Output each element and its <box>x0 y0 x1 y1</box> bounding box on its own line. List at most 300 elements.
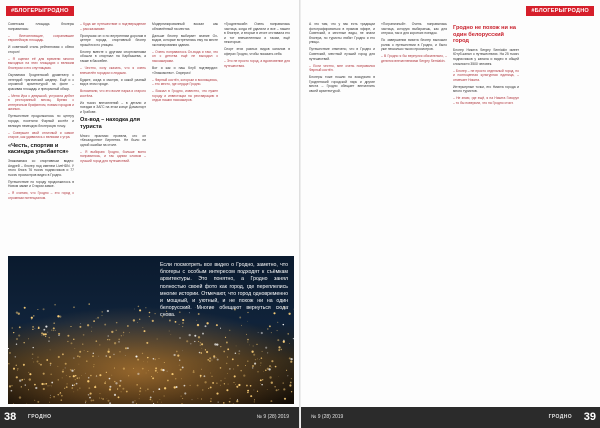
paragraph: Будьте, когда я смотрю, и какой разный вид в этом городе. <box>80 77 146 87</box>
city-light <box>8 363 9 364</box>
city-light <box>261 384 262 385</box>
city-light <box>43 373 45 375</box>
city-light <box>73 391 74 392</box>
city-light <box>137 384 138 385</box>
city-light <box>289 357 291 359</box>
city-light <box>152 377 154 379</box>
city-light <box>106 372 107 373</box>
city-light <box>253 354 255 356</box>
city-light <box>17 370 18 371</box>
quote: – Блогер – не просто отдельный город, но и полноценная культурная единица, – отмечает Никита. <box>453 68 519 82</box>
city-light <box>179 324 180 325</box>
city-light <box>43 308 45 310</box>
city-light <box>79 378 80 379</box>
city-light <box>50 350 51 351</box>
city-light <box>180 369 182 371</box>
city-light <box>137 373 139 375</box>
quote: – Фарный костёл, которым я восхищаюсь, – это место, где сердце Гродно. <box>152 77 218 87</box>
city-light <box>216 382 218 384</box>
city-light <box>150 396 152 398</box>
city-light <box>57 315 59 317</box>
city-light <box>95 385 96 386</box>
city-light <box>137 359 139 361</box>
city-light <box>93 366 94 367</box>
right-column-1 <box>309 22 375 404</box>
city-light <box>19 380 21 382</box>
city-light <box>108 335 109 336</box>
city-light <box>79 388 80 389</box>
city-light <box>200 377 201 378</box>
city-light <box>65 363 67 365</box>
city-light <box>69 376 70 377</box>
city-light <box>31 319 32 320</box>
city-light <box>169 331 170 332</box>
city-light <box>261 332 263 334</box>
city-light <box>74 348 75 349</box>
city-light <box>62 371 64 373</box>
city-light <box>41 335 42 336</box>
city-light <box>289 343 290 344</box>
city-light <box>143 361 144 362</box>
quote: – Вокзал в Гродно, известно, что нужен городу и инвестиции на реставрацию в отдых наших пассажиров. <box>152 89 218 103</box>
city-light <box>105 355 107 357</box>
city-light <box>275 366 277 368</box>
city-light <box>39 363 40 364</box>
city-light <box>157 372 158 373</box>
city-light <box>251 351 253 353</box>
city-light <box>258 332 259 333</box>
quote: – Я выбираю Гродно, больше всего понравилось, и так одним словом – лучший город для путешествий. <box>80 149 146 163</box>
city-light <box>50 395 51 396</box>
city-light <box>49 402 50 403</box>
city-light <box>233 382 234 383</box>
city-light <box>201 369 202 370</box>
city-light <box>87 324 89 326</box>
city-light <box>34 400 35 401</box>
city-light <box>211 376 212 377</box>
city-light <box>198 398 199 399</box>
city-light <box>227 356 228 357</box>
city-light <box>136 403 137 404</box>
city-light <box>167 371 168 372</box>
city-light <box>238 384 240 386</box>
city-light <box>21 379 23 381</box>
city-light <box>263 371 264 372</box>
city-light <box>226 363 228 365</box>
city-light <box>162 369 164 371</box>
city-light <box>203 375 205 377</box>
city-light <box>254 364 255 365</box>
city-light <box>256 344 257 345</box>
city-light <box>230 398 231 399</box>
city-light <box>153 358 155 360</box>
city-light <box>252 367 254 369</box>
city-light <box>133 319 135 321</box>
page-footer <box>301 407 600 428</box>
city-light <box>81 375 82 376</box>
city-light <box>31 317 33 319</box>
city-light <box>18 335 20 337</box>
city-light <box>66 386 68 388</box>
city-light <box>220 380 221 381</box>
quote: – Я оценил её для времени многих выходных на этих площадях с великим блогером и его спутницами. <box>8 56 74 70</box>
paragraph: По завершении визита блогер выложил ролик о путешествии в Гродно, и было уже несколько тысяч просмотров. <box>381 38 447 52</box>
city-light <box>236 386 238 388</box>
city-light <box>190 385 191 386</box>
city-light <box>32 329 33 330</box>
city-light <box>32 326 34 328</box>
paragraph: Блогер Никита Sergey Semiakin имеет Ютуб-канал о путешествиях. На 25 тысяч подписчиков у канала и видео в общей сложности 3500 человек. <box>453 47 519 66</box>
city-light <box>73 375 75 377</box>
city-light <box>28 389 29 390</box>
city-light <box>223 402 225 404</box>
city-light <box>190 343 191 344</box>
city-light <box>271 367 272 368</box>
city-light <box>104 382 106 384</box>
city-light <box>164 387 166 389</box>
city-light <box>194 341 195 342</box>
city-light <box>47 385 48 386</box>
paragraph: Путешествие продолжилось по центру города, посетили Фарный костёл и великую немецкую блогерскую точку. <box>8 114 74 128</box>
city-light <box>33 362 34 363</box>
city-light <box>283 341 285 343</box>
city-light <box>90 375 92 377</box>
city-light <box>123 335 124 336</box>
city-light <box>15 356 17 358</box>
city-light <box>13 403 14 404</box>
city-light <box>116 322 118 324</box>
city-light <box>167 380 169 382</box>
city-light <box>181 396 182 397</box>
city-light <box>246 334 247 335</box>
city-light <box>88 377 90 379</box>
city-light <box>53 396 55 398</box>
city-light <box>216 324 218 326</box>
city-light <box>114 342 116 344</box>
city-light <box>267 352 268 353</box>
city-light <box>233 369 234 370</box>
city-light <box>9 385 11 387</box>
city-light <box>147 357 148 358</box>
city-light <box>177 354 179 356</box>
city-light <box>51 385 52 386</box>
city-light <box>206 351 208 353</box>
city-light <box>109 356 111 358</box>
city-light <box>121 335 122 336</box>
city-light <box>23 365 24 366</box>
city-light <box>13 368 15 370</box>
city-light <box>254 401 255 402</box>
city-light <box>247 341 248 342</box>
city-light <box>73 339 74 340</box>
city-light <box>261 357 263 359</box>
city-light <box>201 399 202 400</box>
city-light <box>129 332 130 333</box>
city-light <box>118 341 119 342</box>
city-light <box>11 385 12 386</box>
city-light <box>210 373 211 374</box>
city-light <box>49 385 50 386</box>
city-light <box>91 400 93 402</box>
city-light <box>235 352 237 354</box>
city-light <box>146 342 148 344</box>
city-light <box>66 375 67 376</box>
city-light <box>61 395 63 397</box>
article-heading: Гродно не похож ни на один белорусский город <box>453 25 517 45</box>
city-light <box>139 390 141 392</box>
city-light <box>277 330 278 331</box>
city-light <box>73 358 74 359</box>
city-light <box>105 381 106 382</box>
city-light <box>113 354 115 356</box>
city-light <box>19 396 21 398</box>
city-light <box>158 388 160 390</box>
city-light <box>255 359 256 360</box>
city-light <box>75 375 77 377</box>
city-light <box>250 395 252 397</box>
city-light <box>99 344 100 345</box>
city-light <box>125 347 127 349</box>
city-light <box>227 373 228 374</box>
city-light <box>116 330 117 331</box>
paragraph: «Гродненский». Очень понравилась частица, когда её удалили и все – нашел в блогере, и вторые в итоге отставала его и тот впечатленным и таким, ещё некоторые. <box>224 22 290 45</box>
city-light <box>45 333 47 335</box>
page-footer <box>0 407 299 428</box>
city-light <box>85 401 86 402</box>
city-light <box>74 384 75 385</box>
paragraph: Знакомимся со спортивным видео: Андрей – блогер под именем LiveHDN. У этого блога 76 тысяч подписчиков и 77 тысяч просмотров видео в Гродно. <box>8 158 74 177</box>
city-light <box>71 342 73 344</box>
quote: – Это не просто город, а вдохновение для путешествия. <box>224 58 290 68</box>
quote: – Впечатляющие, сохранившие европейскую площадь. <box>8 33 74 43</box>
city-light <box>75 379 76 380</box>
city-light <box>53 327 55 329</box>
city-light <box>43 333 45 335</box>
city-light <box>109 339 110 340</box>
city-light <box>249 345 250 346</box>
city-light <box>102 315 103 316</box>
city-light <box>287 375 288 376</box>
quote: – Очень понравилось Ох-вода и там, что он с детства ещё не выходил с пассажирами. <box>152 49 218 63</box>
quote: Вспомнили, что это возле парка и старого костёла. <box>80 89 146 98</box>
city-light <box>109 378 111 380</box>
city-light <box>143 327 144 328</box>
city-light <box>135 400 136 401</box>
paragraph: Из тысяч впечатлений – в детали и поездки в ЗАГС на этом конце Домаспорт и Грабове. <box>80 100 146 114</box>
city-light <box>93 320 95 322</box>
city-light <box>73 306 75 308</box>
city-light <box>175 378 176 379</box>
paragraph: Путешествие отмечено, что в Гродно и Советский, местный лучший город для путешествий. <box>309 47 375 61</box>
city-light <box>286 370 287 371</box>
city-light <box>247 339 249 341</box>
city-light <box>115 382 117 384</box>
city-light <box>260 379 262 381</box>
city-light <box>199 352 201 354</box>
city-light <box>51 382 53 384</box>
city-light <box>90 393 92 395</box>
city-light <box>217 401 218 402</box>
city-light <box>241 370 242 371</box>
city-light <box>54 304 56 306</box>
city-light <box>46 359 48 361</box>
city-light <box>61 399 63 401</box>
city-light <box>202 333 204 335</box>
city-light <box>220 328 221 329</box>
city-light <box>88 394 90 396</box>
city-light <box>118 396 120 398</box>
city-light <box>210 398 211 399</box>
city-light <box>224 383 225 384</box>
city-light <box>220 367 222 369</box>
city-light <box>107 398 108 399</box>
city-light <box>43 388 45 390</box>
city-light <box>145 307 146 308</box>
city-light <box>276 389 278 391</box>
city-light <box>216 357 217 358</box>
city-light <box>87 380 89 382</box>
city-light <box>37 361 39 363</box>
city-light <box>67 341 68 342</box>
city-light <box>164 395 165 396</box>
city-light <box>101 398 102 399</box>
city-light <box>128 375 129 376</box>
city-light <box>19 326 21 328</box>
city-light <box>93 364 94 365</box>
city-light <box>201 348 202 349</box>
city-light <box>153 391 154 392</box>
city-light <box>99 374 101 376</box>
city-light <box>207 359 208 360</box>
city-light <box>21 386 22 387</box>
city-light <box>235 384 236 385</box>
city-light <box>85 373 86 374</box>
city-light <box>16 344 17 345</box>
city-light <box>210 386 212 388</box>
city-light <box>139 319 140 320</box>
city-light <box>12 327 13 328</box>
city-light <box>237 365 239 367</box>
night-city-photo <box>8 256 294 404</box>
city-light <box>77 377 78 378</box>
city-light <box>225 337 226 338</box>
city-light <box>114 381 115 382</box>
city-light <box>260 365 261 366</box>
city-light <box>247 321 248 322</box>
city-light <box>257 359 258 360</box>
right-column-2 <box>381 22 447 404</box>
city-light <box>118 339 120 341</box>
city-light <box>238 353 239 354</box>
city-light <box>43 383 45 385</box>
city-light <box>67 335 69 337</box>
city-light <box>138 306 140 308</box>
city-light <box>220 346 221 347</box>
city-light <box>193 370 194 371</box>
city-light <box>146 373 147 374</box>
paragraph: Советская площадь блогеры понравилась: <box>8 22 74 31</box>
right-page-columns <box>309 22 592 404</box>
city-light <box>159 358 160 359</box>
city-light <box>243 374 245 376</box>
city-light <box>226 342 228 344</box>
city-light <box>229 368 230 369</box>
city-light <box>48 340 50 342</box>
city-light <box>211 359 212 360</box>
city-light <box>198 336 200 338</box>
city-light <box>99 398 100 399</box>
city-light <box>269 325 271 327</box>
city-light <box>179 337 180 338</box>
city-light <box>161 369 163 371</box>
city-light <box>29 373 31 375</box>
city-light <box>109 388 111 390</box>
city-light <box>13 332 14 333</box>
city-light <box>16 365 17 366</box>
city-light <box>93 353 94 354</box>
city-light <box>77 355 78 356</box>
paragraph: Вот я как и наш Клуб подтвердил: «Знакомство». Сюрприз! <box>152 65 218 75</box>
city-light <box>59 316 61 318</box>
city-light <box>229 401 231 403</box>
city-light <box>271 382 273 384</box>
city-light <box>111 331 113 333</box>
city-light <box>16 376 18 378</box>
city-light <box>33 315 34 316</box>
city-light <box>277 322 278 323</box>
city-light <box>284 398 286 400</box>
city-light <box>50 363 52 365</box>
city-light <box>216 393 218 395</box>
quote: – Не знаю, где ещё, я на Никита Говорун – то бы поверили, что на Гродно стоит. <box>453 96 519 105</box>
city-light <box>271 332 272 333</box>
city-light <box>194 335 196 337</box>
city-light <box>201 343 203 345</box>
city-light <box>193 371 195 373</box>
city-light <box>291 378 292 379</box>
city-light <box>260 362 261 363</box>
city-light <box>154 359 156 361</box>
city-light <box>144 330 146 332</box>
city-light <box>208 388 209 389</box>
city-light <box>64 388 65 389</box>
city-light <box>283 382 284 383</box>
city-light <box>114 368 115 369</box>
city-light <box>104 324 106 326</box>
city-light <box>250 385 252 387</box>
city-light <box>91 331 92 332</box>
city-light <box>229 330 230 331</box>
city-light <box>35 328 36 329</box>
paragraph: Блогер вместе с другими спортсменами обошли в спортзал на Карбышева, а также в бассейне. <box>80 49 146 63</box>
city-light <box>155 367 157 369</box>
city-light <box>147 389 148 390</box>
city-light <box>47 332 48 333</box>
city-light <box>72 384 74 386</box>
city-light <box>23 342 25 344</box>
city-light <box>67 383 68 384</box>
city-light <box>50 397 51 398</box>
city-light <box>139 398 140 399</box>
city-light <box>260 383 261 384</box>
city-light <box>139 394 140 395</box>
paragraph: Модернизированный вокзал как обновлённый на местах. <box>152 22 218 31</box>
quote: – Я считаю, что Гродно – это город с огромным потенциалом. <box>8 191 74 200</box>
city-light <box>262 379 263 380</box>
city-light <box>200 375 202 377</box>
city-light <box>212 382 214 384</box>
quote: – В Гродно я бы вернулся обязательно, – делится впечатлениями Sergey Semiakin. <box>381 54 447 63</box>
